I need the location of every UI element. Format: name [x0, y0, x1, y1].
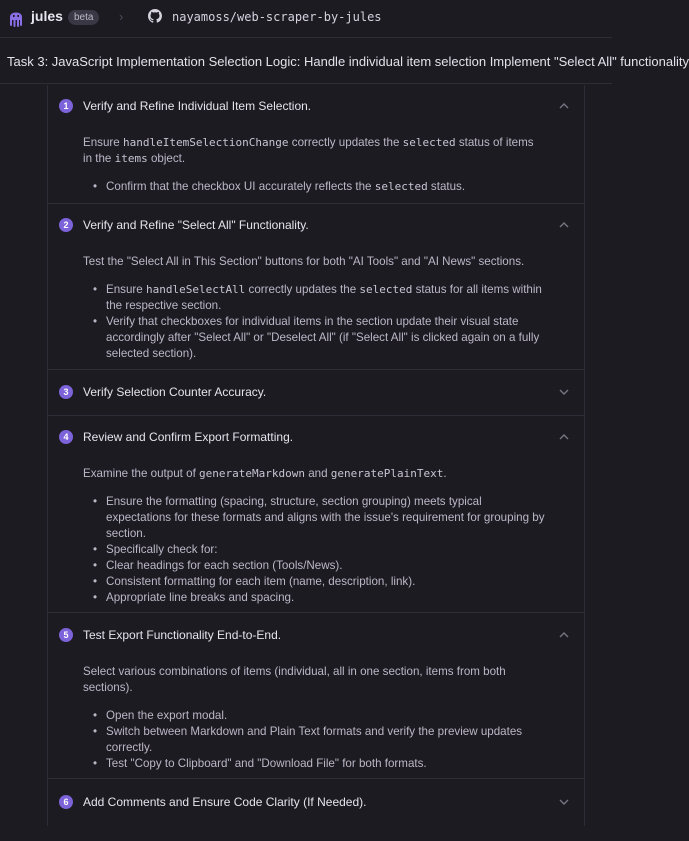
list-item: • Confirm that the checkbox UI accurately reflects the selected status. — [106, 179, 546, 195]
chevron-up-icon[interactable] — [558, 431, 570, 443]
step-title[interactable]: Test Export Functionality End-to-End. — [83, 628, 282, 642]
jules-logo-icon[interactable] — [7, 8, 25, 28]
chevron-up-icon[interactable] — [558, 219, 570, 231]
step-number-badge: 3 — [59, 385, 73, 399]
step-title[interactable]: Add Comments and Ensure Code Clarity (If Needed). — [83, 795, 367, 809]
step-description: Test the "Select All in This Section" buttons for both "AI Tools" and "AI News" sections. — [83, 255, 525, 268]
step-number-badge: 5 — [59, 628, 73, 642]
step-number-badge: 1 — [59, 99, 73, 113]
step-3 — [48, 370, 584, 416]
github-icon — [148, 9, 162, 23]
chevron-up-icon[interactable] — [558, 629, 570, 641]
step-bullets — [106, 708, 546, 772]
step-5 — [48, 613, 584, 779]
step-number-badge: 6 — [59, 795, 73, 809]
list-item: • Open the export modal. — [106, 708, 546, 724]
step-description: Ensure handleItemSelectionChange correctly updates the selected status of items in the items object. — [83, 136, 534, 165]
list-item: • Switch between Markdown and Plain Text formats and verify the preview updates correctly. — [106, 724, 546, 756]
step-title[interactable]: Verify Selection Counter Accuracy. — [83, 385, 267, 399]
list-item: • Clear headings for each section (Tools/News). — [106, 558, 546, 574]
step-1 — [48, 85, 584, 204]
chevron-down-icon[interactable] — [558, 796, 570, 808]
plan-steps — [47, 85, 585, 826]
task-title: Task 3: JavaScript Implementation Selection Logic: Handle individual item selection Implement "Select All" functionality — [7, 54, 689, 69]
chevron-right-icon: › — [119, 9, 124, 24]
step-description: Select various combinations of items (individual, all in one section, items from both sections). — [83, 665, 506, 694]
app-name[interactable]: jules — [31, 8, 63, 24]
list-item: • Ensure the formatting (spacing, structure, section grouping) meets typical expectations for these formats and aligns with the issue's requirement for grouping by section. — [106, 494, 546, 542]
task-title-bar — [0, 37, 689, 84]
step-6 — [48, 779, 584, 826]
step-2 — [48, 204, 584, 370]
list-item: • Consistent formatting for each item (name, description, link). — [106, 574, 546, 590]
step-number-badge: 2 — [59, 218, 73, 232]
beta-badge: beta — [68, 10, 99, 25]
list-item: • Test "Copy to Clipboard" and "Download File" for both formats. — [106, 756, 546, 772]
step-title[interactable]: Verify and Refine "Select All" Functionality. — [83, 218, 309, 232]
list-item: • Appropriate line breaks and spacing. — [106, 590, 546, 606]
list-item: • Verify that checkboxes for individual items in the section update their visual state accordingly after "Select All" or "Deselect All" (if "Select All" is clicked again on a fully selected section). — [106, 314, 546, 362]
list-item: • Ensure handleSelectAll correctly updates the selected status for all items within the respective section. — [106, 282, 546, 314]
chevron-up-icon[interactable] — [558, 100, 570, 112]
step-title[interactable]: Verify and Refine Individual Item Selection. — [83, 99, 312, 113]
step-description: Examine the output of generateMarkdown and generatePlainText. — [83, 467, 447, 480]
list-item: • Specifically check for: — [106, 542, 546, 558]
step-number-badge: 4 — [59, 430, 73, 444]
step-bullets — [106, 282, 546, 362]
chevron-down-icon[interactable] — [558, 386, 570, 398]
top-bar — [0, 0, 612, 36]
step-4 — [48, 416, 584, 613]
step-bullets — [106, 494, 546, 606]
repo-name[interactable]: nayamoss/web-scraper-by-jules — [172, 10, 382, 24]
step-title[interactable]: Review and Confirm Export Formatting. — [83, 430, 294, 444]
step-bullets — [106, 179, 546, 195]
